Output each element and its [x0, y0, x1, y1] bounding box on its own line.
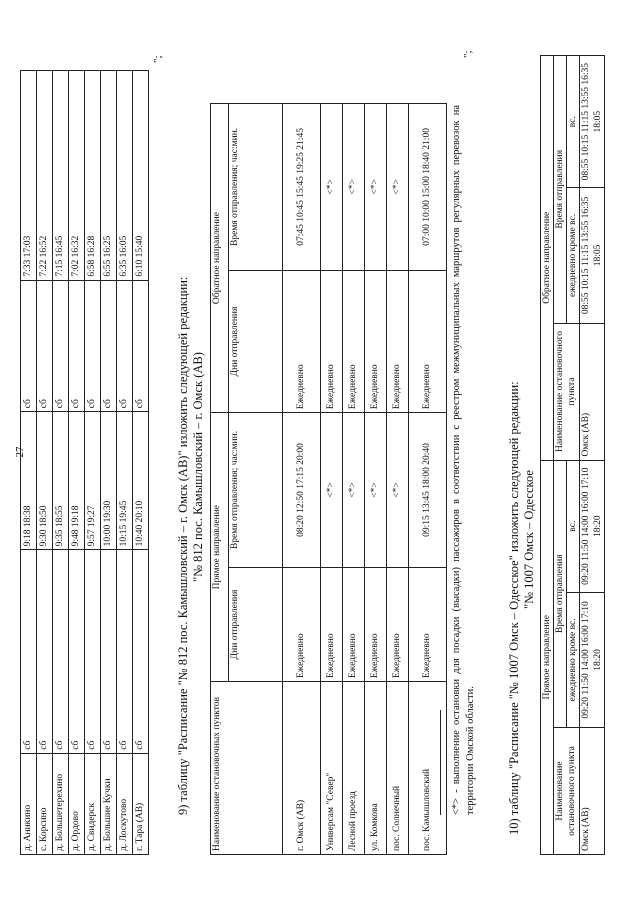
header-daily-except-sun: ежедневно кроме вс. — [567, 592, 580, 727]
days-cell: сб — [69, 280, 85, 412]
header-forward: Прямое направление — [211, 413, 229, 682]
days-cell: сб — [37, 280, 53, 412]
forward-days-cell: Ежедневно — [387, 567, 409, 681]
times-cell: 10:40 20:10 — [133, 412, 149, 550]
table-row — [53, 71, 69, 855]
days-cell: сб — [37, 550, 53, 753]
header-forward-times: Время отправления; час:мин. — [229, 413, 283, 568]
header-daily-except-sun: ежедневно кроме вс. — [567, 188, 580, 323]
forward-times-cell: 09:15 13:45 18:00 20:40 — [409, 413, 447, 568]
forward-days-cell: Ежедневно — [409, 567, 447, 681]
reverse-times-cell: <*> — [343, 104, 365, 271]
times-cell: 9:57 19:27 — [85, 412, 101, 550]
table-row — [580, 56, 605, 855]
stop-name-cell: г. Тара (АВ) — [133, 753, 149, 854]
forward-times-cell: <*> — [365, 413, 387, 568]
stop-name-cell: д. Свидерск — [85, 753, 101, 854]
table-row — [69, 71, 85, 855]
closing-quote: "; — [462, 50, 474, 58]
header-stops: Наименование остановочных пунктов — [211, 682, 283, 855]
header-stop-name: Наименование остановочного пункта — [554, 323, 580, 460]
days-cell: сб — [101, 550, 117, 753]
times-cell: 10:15 19:45 — [117, 412, 133, 550]
footnote-separator — [440, 710, 441, 815]
header-forward-days: Дни отправления — [229, 567, 283, 681]
stop-name-cell: г. Омск (АВ) — [283, 682, 321, 855]
header-stop-name: Наименование остановочного пункта — [554, 728, 580, 855]
days-cell: сб — [53, 280, 69, 412]
stop-name-cell: ул. Комкова — [365, 682, 387, 855]
days-cell: сб — [85, 280, 101, 412]
reverse-days-cell: Ежедневно — [387, 270, 409, 412]
times-cell: 7:02 16:32 — [69, 71, 85, 281]
days-cell: сб — [21, 550, 37, 753]
table-row — [321, 104, 343, 855]
table-row — [387, 104, 409, 855]
section-10-subtitle: "№ 1007 Омск – Одесское — [522, 470, 536, 609]
reverse-days-cell: Ежедневно — [365, 270, 387, 412]
reverse-stop-cell: Омск (АВ) — [580, 323, 605, 460]
forward-sunday-cell: 09:20 11:50 14:00 16:00 17:10 18:20 — [580, 460, 605, 592]
reverse-days-cell: Ежедневно — [283, 270, 321, 412]
header-reverse: Обратное направление — [541, 56, 554, 461]
stop-name-cell: Лесной проезд — [343, 682, 365, 855]
reverse-times-cell: <*> — [387, 104, 409, 271]
forward-days-cell: Ежедневно — [365, 567, 387, 681]
stop-name-cell: пос. Солнечный — [387, 682, 409, 855]
table-row — [365, 104, 387, 855]
stop-name-cell: д. Лоскутово — [117, 753, 133, 854]
times-cell: 7:33 17:03 — [21, 71, 37, 281]
table-row — [133, 71, 149, 855]
table-row — [21, 71, 37, 855]
header-sunday: вс. — [567, 56, 580, 188]
page-number: 27 — [14, 446, 26, 458]
table-row — [85, 71, 101, 855]
days-cell: сб — [53, 550, 69, 753]
reverse-times-cell: 07:00 10:00 15:00 18:40 21:00 — [409, 104, 447, 271]
header-dep-time: Время отправления — [554, 56, 567, 324]
table-route-812 — [210, 103, 447, 855]
forward-times-cell: <*> — [321, 413, 343, 568]
times-cell: 9:48 19:18 — [69, 412, 85, 550]
days-cell: сб — [101, 280, 117, 412]
times-cell: 6:10 15:40 — [133, 71, 149, 281]
forward-times-cell: <*> — [343, 413, 365, 568]
forward-stop-cell: Омск (АВ) — [580, 728, 605, 855]
header-reverse-times: Время отправления; час:мин. — [229, 104, 283, 271]
days-cell: сб — [117, 280, 133, 412]
reverse-sunday-cell: 08:55 10:15 11:15 13:55 16:35 18:05 — [580, 56, 605, 188]
reverse-times-cell: 07:45 10:45 15:45 19:25 21:45 — [283, 104, 321, 271]
stop-name-cell: д. Большие Кучки — [101, 753, 117, 854]
header-reverse-days: Дни отправления — [229, 270, 283, 412]
forward-daily-cell: 09:20 11:50 14:00 16:00 17:10 18:20 — [580, 592, 605, 727]
table-row — [343, 104, 365, 855]
days-cell: сб — [69, 550, 85, 753]
times-cell: 9:30 18:50 — [37, 412, 53, 550]
reverse-times-cell: <*> — [321, 104, 343, 271]
days-cell: сб — [133, 550, 149, 753]
times-cell: 6:55 16:25 — [101, 71, 117, 281]
forward-days-cell: Ежедневно — [283, 567, 321, 681]
days-cell: сб — [133, 280, 149, 412]
header-dep-time: Время отправления — [554, 460, 567, 727]
closing-quote: "; — [152, 55, 164, 63]
table-row — [37, 71, 53, 855]
stop-name-cell: Универсам "Север" — [321, 682, 343, 855]
times-cell: 6:35 16:05 — [117, 71, 133, 281]
header-reverse: Обратное направление — [211, 104, 229, 413]
header-forward: Прямое направление — [541, 460, 554, 854]
days-cell: сб — [21, 280, 37, 412]
table-route-1007 — [540, 55, 605, 855]
stop-name-cell: д. Аникино — [21, 753, 37, 854]
reverse-days-cell: Ежедневно — [409, 270, 447, 412]
reverse-times-cell: <*> — [365, 104, 387, 271]
reverse-days-cell: Ежедневно — [343, 270, 365, 412]
table-row — [117, 71, 133, 855]
section-9-subtitle: "№ 812 пос. Камышловский – г. Омск (АВ) — [191, 352, 205, 582]
table-row — [283, 104, 321, 855]
reverse-daily-cell: 08:55 10:15 11:15 13:55 16:35 18:05 — [580, 188, 605, 323]
section-9-caption: 9) таблицу "Расписание "№ 812 пос. Камышловский – г. Омск (АВ)" изложить следующей редакции: — [176, 276, 190, 815]
stop-name-cell: д. Ордово — [69, 753, 85, 854]
forward-times-cell: 08:20 12:50 17:15 20:00 — [283, 413, 321, 568]
forward-days-cell: Ежедневно — [321, 567, 343, 681]
times-cell: 6:58 16:28 — [85, 71, 101, 281]
section-10-caption: 10) таблицу "Расписание "№ 1007 Омск – Одесское" изложить следующей редакции: — [507, 381, 521, 835]
stop-name-cell: д. Большетерехино — [53, 753, 69, 854]
times-cell: 10:00 19:30 — [101, 412, 117, 550]
times-cell: 7:22 16:52 — [37, 71, 53, 281]
header-sunday: вс. — [567, 460, 580, 592]
times-cell: 9:35 18:55 — [53, 412, 69, 550]
footnote-text: <*> - выполнение остановки для посадки (высадки) пассажиров в соответствии с реестром межмуниципальных маршрутов регулярных перевозок на территории Омской области. — [451, 105, 476, 815]
stop-name-cell: пос. Камышловский — [409, 682, 447, 855]
stop-name-cell: с. Корсино — [37, 753, 53, 854]
table-schedule-continuation — [20, 70, 149, 855]
days-cell: сб — [85, 550, 101, 753]
reverse-days-cell: Ежедневно — [321, 270, 343, 412]
days-cell: сб — [117, 550, 133, 753]
table-row — [101, 71, 117, 855]
times-cell: 7:15 16:45 — [53, 71, 69, 281]
forward-times-cell: <*> — [387, 413, 409, 568]
times-cell: 9:18 18:38 — [21, 412, 37, 550]
forward-days-cell: Ежедневно — [343, 567, 365, 681]
